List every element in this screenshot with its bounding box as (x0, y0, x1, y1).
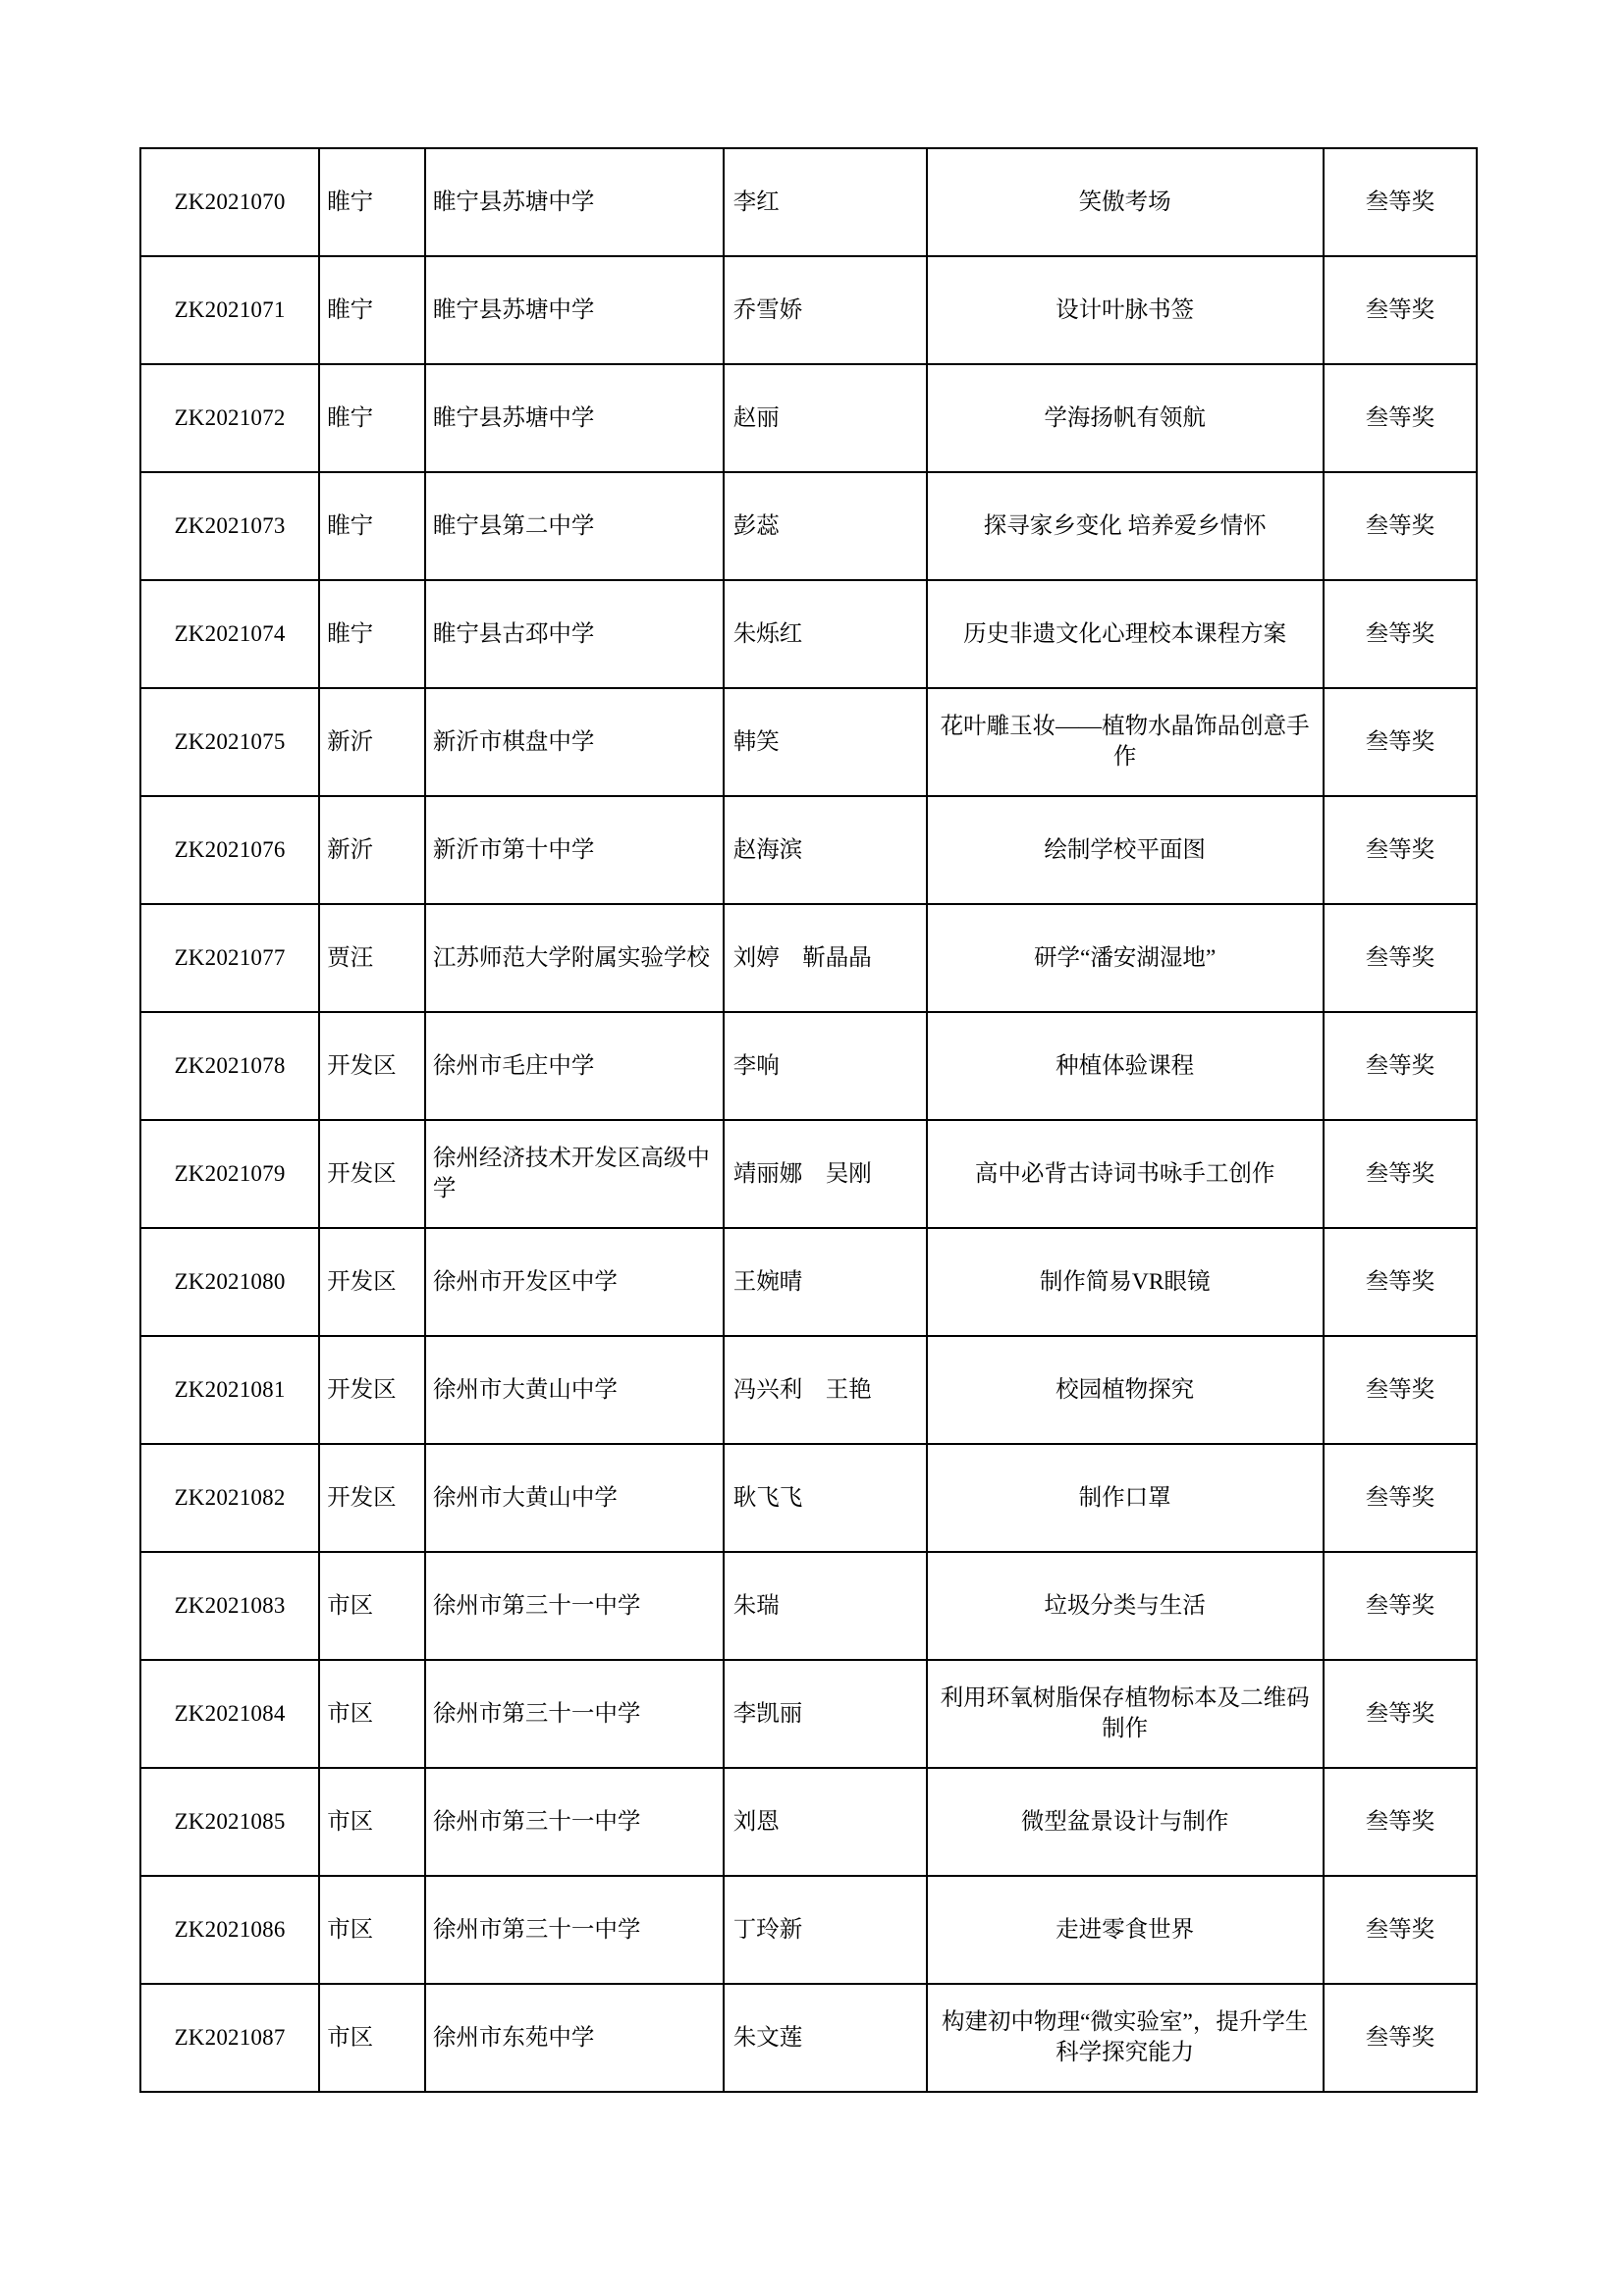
cell-region: 开发区 (319, 1012, 425, 1120)
cell-project-id: ZK2021078 (140, 1012, 319, 1120)
cell-project-id: ZK2021076 (140, 796, 319, 904)
table-row (140, 1012, 1477, 1120)
cell-region: 新沂 (319, 688, 425, 796)
cell-school-name: 徐州市第三十一中学 (425, 1768, 724, 1876)
cell-region: 开发区 (319, 1336, 425, 1444)
cell-person-name: 李凯丽 (724, 1660, 927, 1768)
cell-school-name: 江苏师范大学附属实验学校 (425, 904, 724, 1012)
cell-person-name: 乔雪娇 (724, 256, 927, 364)
cell-person-name: 丁玲新 (724, 1876, 927, 1984)
cell-school-name: 徐州市大黄山中学 (425, 1444, 724, 1552)
cell-project-id: ZK2021083 (140, 1552, 319, 1660)
cell-project-title: 学海扬帆有领航 (927, 364, 1324, 472)
cell-school-name: 徐州市毛庄中学 (425, 1012, 724, 1120)
cell-project-id: ZK2021082 (140, 1444, 319, 1552)
table-row (140, 796, 1477, 904)
cell-person-name: 刘婷 靳晶晶 (724, 904, 927, 1012)
cell-award-level: 叁等奖 (1324, 1876, 1477, 1984)
cell-project-id: ZK2021074 (140, 580, 319, 688)
cell-award-level: 叁等奖 (1324, 256, 1477, 364)
cell-region: 市区 (319, 1660, 425, 1768)
table-row (140, 1444, 1477, 1552)
cell-school-name: 徐州市第三十一中学 (425, 1876, 724, 1984)
cell-award-level: 叁等奖 (1324, 1120, 1477, 1228)
cell-award-level: 叁等奖 (1324, 1984, 1477, 2092)
cell-region: 市区 (319, 1876, 425, 1984)
cell-school-name: 睢宁县苏塘中学 (425, 256, 724, 364)
table-row (140, 1768, 1477, 1876)
cell-region: 开发区 (319, 1120, 425, 1228)
cell-project-id: ZK2021072 (140, 364, 319, 472)
cell-award-level: 叁等奖 (1324, 148, 1477, 256)
cell-project-title: 制作口罩 (927, 1444, 1324, 1552)
cell-school-name: 新沂市第十中学 (425, 796, 724, 904)
cell-school-name: 睢宁县苏塘中学 (425, 364, 724, 472)
cell-award-level: 叁等奖 (1324, 1660, 1477, 1768)
cell-project-title: 微型盆景设计与制作 (927, 1768, 1324, 1876)
cell-region: 睢宁 (319, 256, 425, 364)
cell-project-id: ZK2021081 (140, 1336, 319, 1444)
cell-school-name: 徐州市第三十一中学 (425, 1552, 724, 1660)
cell-project-title: 历史非遗文化心理校本课程方案 (927, 580, 1324, 688)
table-row (140, 148, 1477, 256)
cell-region: 市区 (319, 1984, 425, 2092)
cell-school-name: 徐州市大黄山中学 (425, 1336, 724, 1444)
table-row (140, 904, 1477, 1012)
cell-project-title: 走进零食世界 (927, 1876, 1324, 1984)
cell-person-name: 赵海滨 (724, 796, 927, 904)
table-row (140, 256, 1477, 364)
cell-project-title: 制作简易VR眼镜 (927, 1228, 1324, 1336)
cell-project-title: 高中必背古诗词书咏手工创作 (927, 1120, 1324, 1228)
cell-project-id: ZK2021070 (140, 148, 319, 256)
table-body (140, 148, 1477, 2092)
cell-school-name: 睢宁县第二中学 (425, 472, 724, 580)
cell-award-level: 叁等奖 (1324, 1552, 1477, 1660)
cell-award-level: 叁等奖 (1324, 580, 1477, 688)
cell-person-name: 赵丽 (724, 364, 927, 472)
cell-person-name: 刘恩 (724, 1768, 927, 1876)
cell-award-level: 叁等奖 (1324, 1336, 1477, 1444)
table-row (140, 1336, 1477, 1444)
cell-award-level: 叁等奖 (1324, 1228, 1477, 1336)
cell-project-id: ZK2021087 (140, 1984, 319, 2092)
cell-award-level: 叁等奖 (1324, 1444, 1477, 1552)
cell-person-name: 朱瑞 (724, 1552, 927, 1660)
table-row (140, 1228, 1477, 1336)
table-row (140, 364, 1477, 472)
cell-region: 睢宁 (319, 364, 425, 472)
cell-project-title: 设计叶脉书签 (927, 256, 1324, 364)
cell-person-name: 朱文莲 (724, 1984, 927, 2092)
cell-school-name: 新沂市棋盘中学 (425, 688, 724, 796)
cell-school-name: 睢宁县苏塘中学 (425, 148, 724, 256)
cell-region: 开发区 (319, 1228, 425, 1336)
cell-project-id: ZK2021073 (140, 472, 319, 580)
cell-project-id: ZK2021077 (140, 904, 319, 1012)
cell-project-title: 校园植物探究 (927, 1336, 1324, 1444)
cell-person-name: 朱烁红 (724, 580, 927, 688)
cell-person-name: 靖丽娜 吴刚 (724, 1120, 927, 1228)
cell-region: 开发区 (319, 1444, 425, 1552)
cell-region: 贾汪 (319, 904, 425, 1012)
cell-school-name: 徐州市开发区中学 (425, 1228, 724, 1336)
cell-project-title: 探寻家乡变化 培养爱乡情怀 (927, 472, 1324, 580)
table-row (140, 1552, 1477, 1660)
cell-school-name: 徐州经济技术开发区高级中学 (425, 1120, 724, 1228)
cell-region: 新沂 (319, 796, 425, 904)
cell-project-id: ZK2021080 (140, 1228, 319, 1336)
award-list-table (139, 147, 1478, 2093)
table-row (140, 1660, 1477, 1768)
cell-school-name: 徐州市第三十一中学 (425, 1660, 724, 1768)
cell-region: 市区 (319, 1768, 425, 1876)
cell-school-name: 睢宁县古邳中学 (425, 580, 724, 688)
cell-project-id: ZK2021084 (140, 1660, 319, 1768)
cell-award-level: 叁等奖 (1324, 904, 1477, 1012)
cell-project-title: 垃圾分类与生活 (927, 1552, 1324, 1660)
cell-project-title: 花叶雕玉妆——植物水晶饰品创意手作 (927, 688, 1324, 796)
cell-region: 市区 (319, 1552, 425, 1660)
cell-award-level: 叁等奖 (1324, 1012, 1477, 1120)
cell-project-title: 构建初中物理“微实验室”，提升学生科学探究能力 (927, 1984, 1324, 2092)
cell-project-title: 种植体验课程 (927, 1012, 1324, 1120)
cell-award-level: 叁等奖 (1324, 472, 1477, 580)
cell-person-name: 王婉晴 (724, 1228, 927, 1336)
table-row (140, 688, 1477, 796)
cell-project-title: 笑傲考场 (927, 148, 1324, 256)
table-row (140, 580, 1477, 688)
cell-project-id: ZK2021086 (140, 1876, 319, 1984)
cell-project-id: ZK2021075 (140, 688, 319, 796)
table-row (140, 472, 1477, 580)
cell-person-name: 李红 (724, 148, 927, 256)
cell-project-title: 利用环氧树脂保存植物标本及二维码制作 (927, 1660, 1324, 1768)
cell-person-name: 冯兴利 王艳 (724, 1336, 927, 1444)
cell-project-title: 研学“潘安湖湿地” (927, 904, 1324, 1012)
cell-award-level: 叁等奖 (1324, 688, 1477, 796)
cell-region: 睢宁 (319, 472, 425, 580)
cell-project-id: ZK2021071 (140, 256, 319, 364)
cell-project-title: 绘制学校平面图 (927, 796, 1324, 904)
cell-project-id: ZK2021079 (140, 1120, 319, 1228)
cell-project-id: ZK2021085 (140, 1768, 319, 1876)
cell-person-name: 彭蕊 (724, 472, 927, 580)
cell-person-name: 耿飞飞 (724, 1444, 927, 1552)
cell-school-name: 徐州市东苑中学 (425, 1984, 724, 2092)
cell-region: 睢宁 (319, 580, 425, 688)
table-row (140, 1120, 1477, 1228)
cell-award-level: 叁等奖 (1324, 796, 1477, 904)
cell-region: 睢宁 (319, 148, 425, 256)
cell-person-name: 李响 (724, 1012, 927, 1120)
cell-award-level: 叁等奖 (1324, 364, 1477, 472)
cell-award-level: 叁等奖 (1324, 1768, 1477, 1876)
cell-person-name: 韩笑 (724, 688, 927, 796)
table-row (140, 1876, 1477, 1984)
table-row (140, 1984, 1477, 2092)
